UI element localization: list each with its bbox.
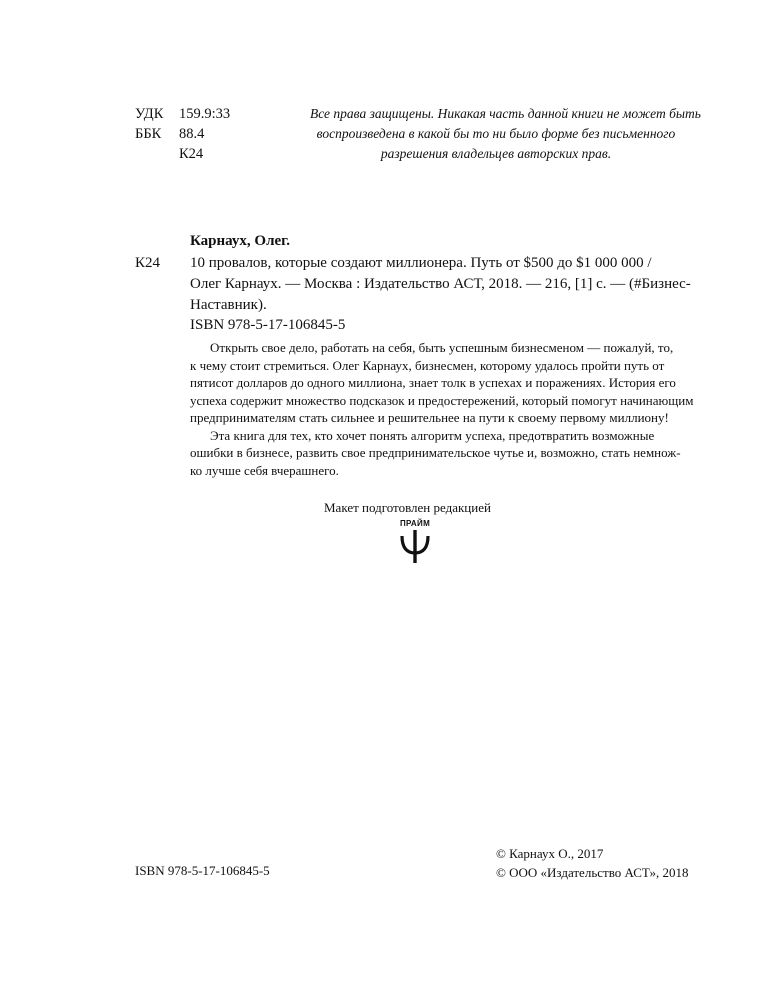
udk-label: УДК [135, 106, 164, 122]
classification-block [135, 104, 230, 164]
annotation-line: успеха содержит множество подсказок и предостережений, который помогут начинающим [190, 392, 694, 408]
udk-value: 159.9:33 [179, 106, 231, 122]
editorial-note: Макет подготовлен редакцией [324, 500, 491, 515]
annotation-line: Открыть свое дело, работать на себя, быть успешным бизнесменом — пожалуй, то, [210, 340, 674, 355]
copyright-block [496, 844, 689, 882]
bbk-value: 88.4 [179, 126, 205, 142]
udk-row [135, 104, 230, 124]
annotation-line: предпринимателям стать сильнее и решительнее на пути к своему первому миллиону! [190, 410, 669, 425]
bibliography-mark: К24 [135, 255, 161, 271]
copyright-line: © Карнаух О., 2017 [496, 846, 604, 861]
author-mark: К24 [179, 146, 204, 162]
author-heading: Карнаух, Олег. [190, 233, 291, 249]
rights-notice [310, 104, 701, 164]
rights-line: разрешения владельцев авторских прав. [380, 146, 612, 161]
annotation-line: ко лучше себя вчерашнего. [190, 462, 339, 478]
annotation-line: ошибки в бизнесе, развить свое предпринимательское чутье и, возможно, стать немнож- [190, 445, 681, 460]
footer-isbn: ISBN 978-5-17-106845-5 [135, 863, 270, 878]
bibliography-isbn: ISBN 978-5-17-106845-5 [190, 317, 346, 333]
annotation-line: пятисот долларов до одного миллиона, знает толк в успехах и поражениях. История его [190, 375, 676, 390]
bbk-row [135, 124, 230, 144]
publisher-logo [393, 519, 437, 563]
annotation-line: Эта книга для тех, кто хочет понять алгоритм успеха, предотвратить возможные [210, 427, 655, 443]
bibliography-line: 10 провалов, которые создают миллионера. Путь от $500 до $1 000 000 / [190, 255, 652, 271]
annotation-line: к чему стоит стремиться. Олег Карнаух, бизнесмен, которому удалось пройти путь от [190, 357, 665, 373]
bbk-label: ББК [135, 126, 162, 142]
bibliography-line: Наставник). [190, 297, 267, 313]
author-mark-row [135, 144, 230, 164]
logo-text: ПРАЙМ [399, 519, 431, 528]
annotation [190, 339, 693, 479]
rights-line: Все права защищены. Никакая часть данной книги не может быть [310, 106, 701, 121]
rights-line: воспроизведена в какой бы то ни было форме без письменного [316, 126, 676, 141]
copyright-line: © ООО «Издательство АСТ», 2018 [496, 865, 689, 880]
bibliography-line: Олег Карнаух. — Москва : Издательство АСТ, 2018. — 216, [1] с. — (#Бизнес- [190, 276, 691, 292]
bibliography-text [190, 253, 691, 316]
